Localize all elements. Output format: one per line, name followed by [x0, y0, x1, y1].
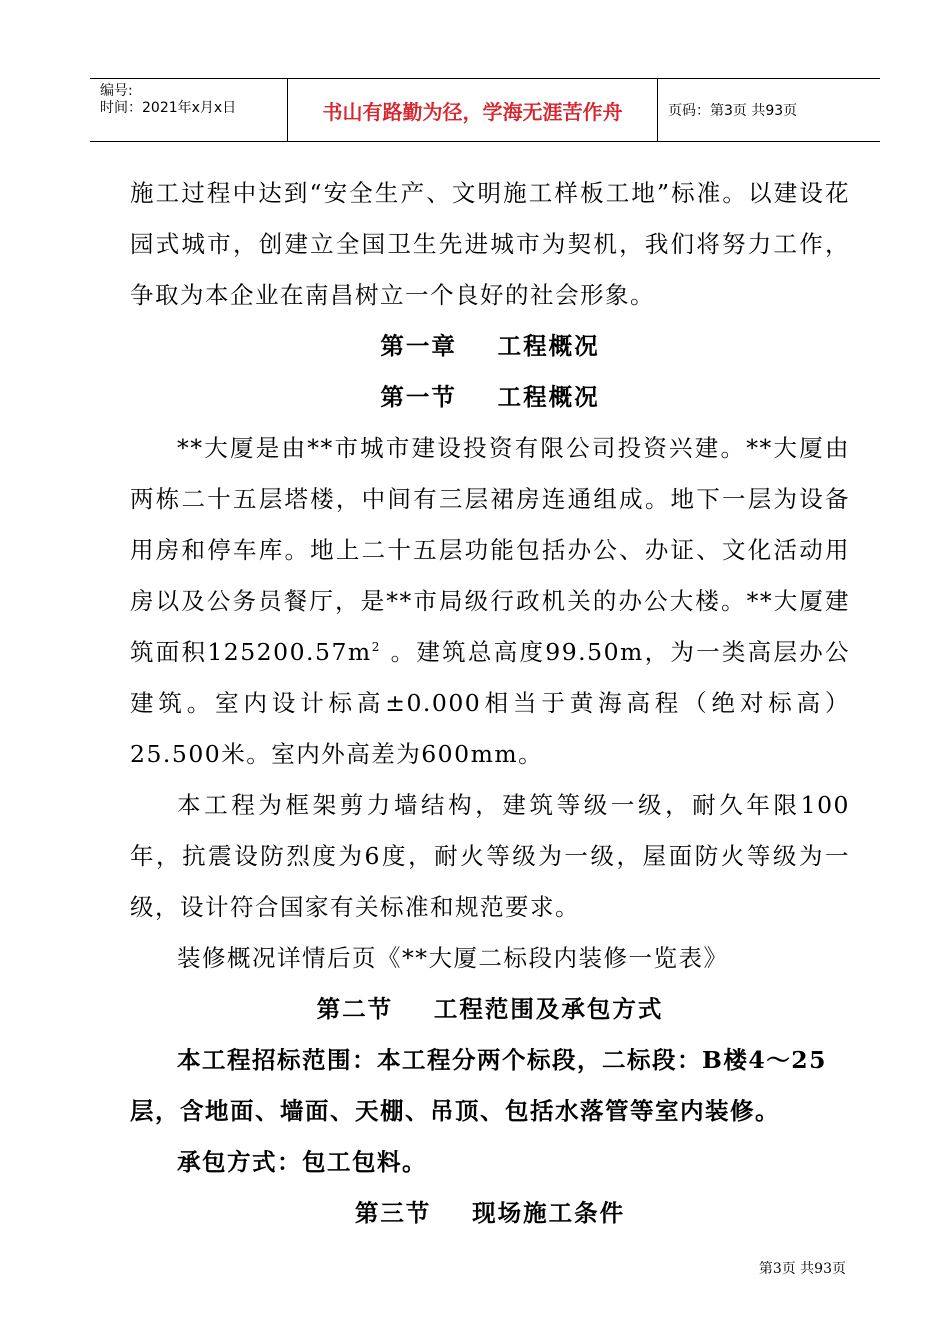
- header-page-info: 页码：第3页 共93页: [668, 103, 798, 119]
- overview-text: **大厦是由**市城市建设投资有限公司投资兴建。**大厦由两栋二十五层塔楼，中间有三层裙房连通组成。地下一层为设备用房和停车库。地上二十五层功能包括办公、办证、文化活动用房以及公务员餐厅，是**市局级行政机关的办公大楼。**大厦建筑面积125200.57m: [130, 434, 850, 666]
- paragraph-contract: 承包方式：包工包料。: [177, 1148, 427, 1176]
- section-heading-2: 第二节 工程范围及承包方式: [316, 995, 664, 1023]
- paragraph-overview: [130, 423, 850, 780]
- chapter-heading: 第一章 工程概况: [380, 332, 600, 360]
- header-motto: 书山有路勤为径，学海无涯苦作舟: [288, 79, 658, 141]
- paragraph-structure: 本工程为框架剪力墙结构，建筑等级一级，耐久年限100年，抗震设防烈度为6度，耐火等级为一级，屋面防火等级为一级，设计符合国家有关标准和规范要求。: [130, 791, 850, 921]
- section-heading-1: 第一节 工程概况: [380, 383, 600, 411]
- document-body: [130, 168, 850, 1239]
- page-header: [90, 78, 880, 142]
- section-heading-3: 第三节 现场施工条件: [354, 1199, 626, 1227]
- page-footer: 第3页 共93页: [758, 1261, 846, 1277]
- date-label: 时间：2021年x月x日: [100, 100, 237, 116]
- serial-number-label: 编号:: [100, 83, 133, 99]
- header-meta: [90, 79, 288, 141]
- paragraph-scope: 本工程招标范围：本工程分两个标段，二标段：B楼4～25层，含地面、墙面、天棚、吊顶、包括水落管等室内装修。: [130, 1046, 827, 1125]
- paragraph-intro: 施工过程中达到“安全生产、文明施工样板工地”标准。以建设花园式城市，创建立全国卫生先进城市为契机，我们将努力工作，争取为本企业在南昌树立一个良好的社会形象。: [130, 179, 850, 309]
- overview-text-rest: 。建筑总高度99.50m，为一类高层办公建筑。室内设计标高±0.000相当于黄海高程（绝对标高）25.500米。室内外高差为600mm。: [130, 638, 851, 768]
- paragraph-decoration: 装修概况详情后页《**大厦二标段内装修一览表》: [177, 944, 729, 972]
- superscript-2: 2: [371, 640, 381, 655]
